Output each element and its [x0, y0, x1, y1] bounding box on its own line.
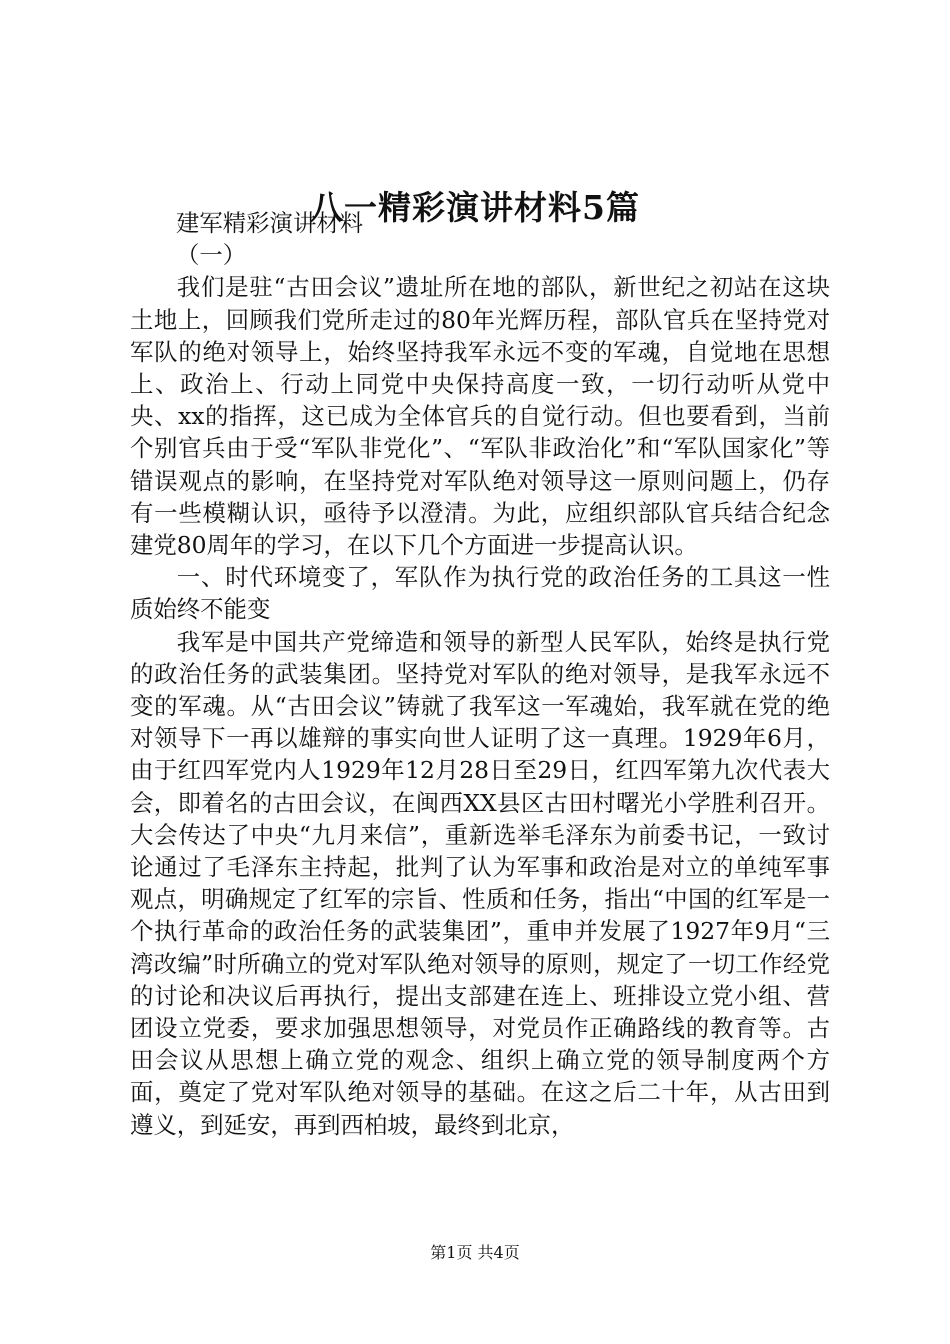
- body-paragraph: 我们是驻“古田会议”遗址所在地的部队，新世纪之初站在这块土地上，回顾我们党所走过的80年光辉历程，部队官兵在坚持党对军队的绝对领导上，始终坚持我军永远不变的军魂，自觉地在思想上、政治上、行动上同党中央保持高度一致，一切行动听从党中央、xx的指挥，这已成为全体官兵的自觉行动。但也要看到，当前个别官兵由于受“军队非党化”、“军队非政治化”和“军队国家化”等错误观点的影响，在坚持党对军队绝对领导这一原则问题上，仍存有一些模糊认识，亟待予以澄清。为此，应组织部队官兵结合纪念建党80周年的学习，在以下几个方面进一步提高认识。: [130, 273, 830, 560]
- page-footer: 第1页 共4页: [430, 1243, 520, 1262]
- section-marker: （一）: [176, 241, 247, 270]
- document-subtitle: 建军精彩演讲材料: [176, 209, 364, 237]
- body-paragraph: 我军是中国共产党缔造和领导的新型人民军队，始终是执行党的政治任务的武装集团。坚持党对军队的绝对领导，是我军永远不变的军魂。从“古田会议”铸就了我军这一军魂始，我军就在党的绝对领导下一再以雄辩的事实向世人证明了这一真理。1929年6月，由于红四军党内人1929年12月28日至29日，红四军第九次代表大会，即着名的古田会议，在闽西XX县区古田村曙光小学胜利召开。大会传达了中央“九月来信”，重新选举毛泽东为前委书记，一致讨论通过了毛泽东主持起，批判了认为军事和政治是对立的单纯军事观点，明确规定了红军的宗旨、性质和任务，指出“中国的红军是一个执行革命的政治任务的武装集团”，重申并发展了1927年9月“三湾改编”时所确立的党对军队绝对领导的原则，规定了一切工作经党的讨论和决议后再执行，提出支部建在连上、班排设立党小组、营团设立党委，要求加强思想领导，对党员作正确路线的教育等。古田会议从思想上确立党的观念、组织上确立党的领导制度两个方面，奠定了党对军队绝对领导的基础。在这之后二十年，从古田到遵义，到延安，再到西柏坡，最终到北京，: [130, 627, 830, 1139]
- document-title: 八一精彩演讲材料5篇: [310, 188, 640, 227]
- section-heading: 一、时代环境变了，军队作为执行党的政治任务的工具这一性质始终不能变: [130, 563, 830, 624]
- document-body: [130, 207, 830, 1141]
